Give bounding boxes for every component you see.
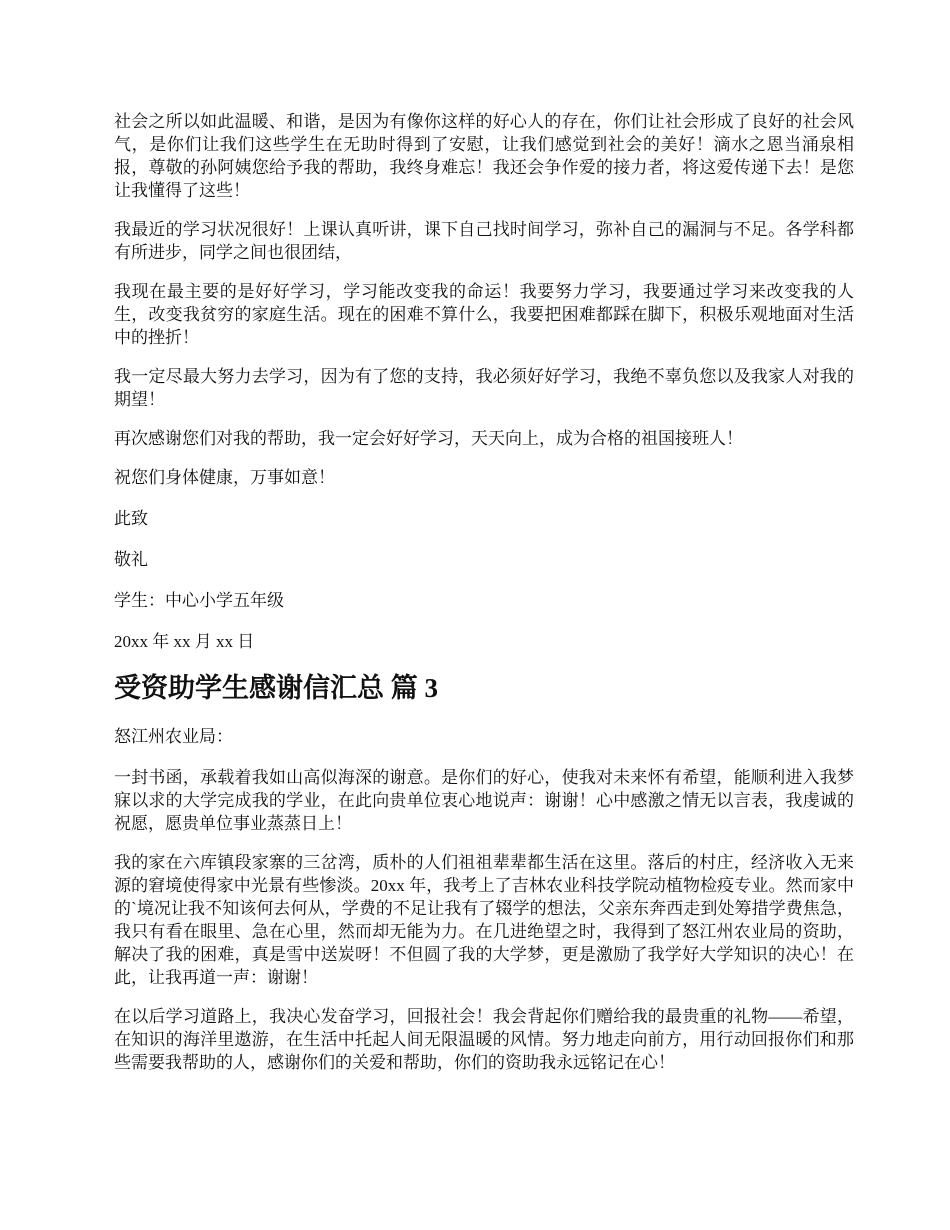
body-paragraph: 一封书函，承载着我如山高似海深的谢意。是你们的好心，使我对未来怀有希望，能顺利进入我梦寐以求的大学完成我的学业，在此向贵单位衷心地说声：谢谢！心中感激之情无以言表，我虔诚的祝愿，愿贵单位事业蒸蒸日上！ <box>114 768 854 833</box>
letter-salutation: 敬礼 <box>114 550 148 569</box>
body-paragraph: 我现在最主要的是好好学习，学习能改变我的命运！我要努力学习，我要通过学习来改变我的人生，改变我贫穷的家庭生活。现在的困难不算什么，我要把困难都踩在脚下，积极乐观地面对生活中的挫折！ <box>114 282 854 347</box>
letter-signature: 学生：中心小学五年级 <box>114 591 284 610</box>
body-paragraph: 祝您们身体健康，万事如意！ <box>114 468 335 487</box>
body-paragraph: 我最近的学习状况很好！上课认真听讲，课下自己找时间学习，弥补自己的漏洞与不足。各学科都有所进步，同学之间也很团结， <box>114 220 854 262</box>
body-paragraph: 再次感谢您们对我的帮助，我一定会好好学习，天天向上，成为合格的祖国接班人！ <box>114 429 743 448</box>
body-paragraph: 我一定尽最大努力去学习，因为有了您的支持，我必须好好学习，我绝不辜负您以及我家人对我的期望！ <box>114 367 854 409</box>
body-paragraph: 社会之所以如此温暖、和谐，是因为有像你这样的好心人的存在，你们让社会形成了良好的社会风气，是你们让我们这些学生在无助时得到了安慰，让我们感觉到社会的美好！滴水之恩当涌泉相报，尊敬的孙阿姨您给予我的帮助，我终身难忘！我还会争作爱的接力者，将这爱传递下去！是您让我懂得了这些！ <box>114 112 854 200</box>
body-paragraph: 我的家在六库镇段家寨的三岔湾，质朴的人们祖祖辈辈都生活在这里。落后的村庄，经济收入无来源的窘境使得家中光景有些惨淡。20xx 年，我考上了吉林农业科技学院动植物检疫专业。然而家中的`境况让我不知该何去何从，学费的不足让我有了辍学的想法，父亲东奔西走到处筹措学费焦急，我只有看在眼里、急在心里，然而却无能为力。在几进绝望之时，我得到了怒江州农业局的资助，解决了我的困难，真是雪中送炭呀！不但圆了我的大学梦，更是激励了我学好大学知识的决心！在此，让我再道一声：谢谢！ <box>114 853 854 987</box>
letter-addressee: 怒江州农业局： <box>114 727 233 746</box>
document-page <box>114 110 854 1090</box>
letter-date: 20xx 年 xx 月 xx 日 <box>114 632 255 651</box>
letter-closing: 此致 <box>114 509 148 528</box>
section-heading: 受资助学生感谢信汇总 篇 3 <box>114 673 438 703</box>
body-paragraph: 在以后学习道路上，我决心发奋学习，回报社会！我会背起你们赠给我的最贵重的礼物——希望，在知识的海洋里遨游，在生活中托起人间无限温暖的风情。努力地走向前方，用行动回报你们和那些需要我帮助的人，感谢你们的关爱和帮助，你们的资助我永远铭记在心！ <box>114 1007 854 1072</box>
